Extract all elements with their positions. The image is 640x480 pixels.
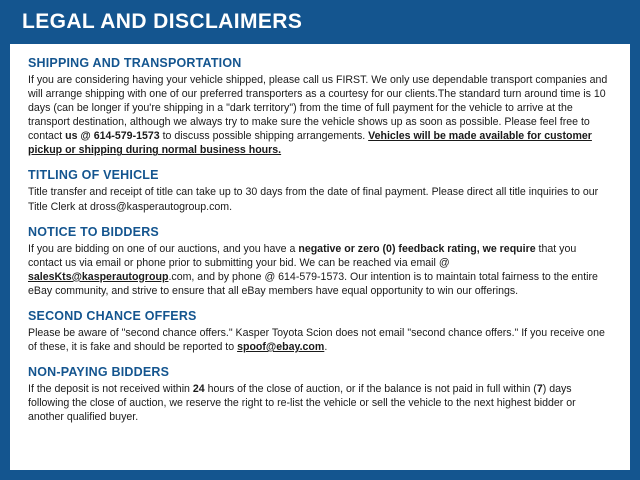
section-title: SHIPPING AND TRANSPORTATION (28, 56, 242, 70)
text-run: Please be aware of "second chance offers." Kasper Toyota Scion does not email "second chance offers." If you receive one of these, it is fake and should be reported to (28, 326, 605, 354)
section-non-paying-bidders (28, 365, 612, 424)
section-titling-of-vehicle (28, 168, 612, 213)
text-run: 24 (192, 383, 205, 396)
text-run: If you are considering having your vehicle shipped, please call us FIRST. We only use dependable transport companies and will arrange shipping with one of our preferred transporters as a courtesy for our clients.The standard turn around time is 10 days (can be longer if you're shipping in a "dark territory") from the time of full payment for the vehicle to arrive at the transport destination, although we always try to make sure the vehicle shows up as soon as possible. Please feel free to contact (28, 74, 608, 143)
text-run: If the deposit is not received within (28, 383, 193, 396)
section-second-chance-offers (28, 309, 612, 354)
text-run: hours of the close of auction, or if the balance is not paid in full within ( (204, 383, 537, 396)
text-run: spoof@ebay.com (237, 341, 325, 354)
section-shipping-and-transportation (28, 56, 612, 157)
section-body (28, 185, 612, 213)
text-run: .com, and by phone @ 614-579-1573. Our intention is to maintain total fairness to the entire eBay community, and strive to ensure that all eBay members have equal opportunity to win our offerings. (28, 270, 598, 297)
text-run: that you contact us via email or phone prior to submitting your bid. We can be reached via email @ (28, 242, 577, 269)
text-run: to discuss possible shipping arrangements. (159, 130, 369, 143)
section-notice-to-bidders (28, 225, 612, 298)
section-body (28, 382, 612, 424)
section-body (28, 73, 612, 157)
section-title: SECOND CHANCE OFFERS (28, 308, 197, 323)
section-body (28, 242, 612, 298)
text-run: salesKts@kasperautogroup (28, 270, 169, 283)
text-run: Vehicles will be made available for customer pickup or shipping during normal business hours. (28, 130, 592, 157)
page-title: LEGAL AND DISCLAIMERS (22, 10, 303, 33)
text-run: Title transfer and receipt of title can take up to 30 days from the date of final payment. Please direct all title inquiries to our Title Clerk at dross@kasperautogroup.com. (28, 186, 599, 213)
page-header (0, 0, 640, 44)
text-run: ) days following the close of auction, we reserve the right to re-list the vehicle or sell the vehicle to the next highest bidder or another qualified buyer. (28, 383, 576, 424)
text-run: negative or zero (0) feedback rating, we require (298, 242, 536, 255)
text-run: 7 (536, 383, 543, 396)
section-title: NON-PAYING BIDDERS (28, 365, 170, 380)
section-title: TITLING OF VEHICLE (28, 168, 159, 183)
text-run: . (324, 341, 328, 354)
text-run: us @ 614-579-1573 (65, 130, 160, 143)
content-panel (10, 44, 630, 470)
section-body (28, 326, 612, 354)
section-title: NOTICE TO BIDDERS (28, 224, 159, 239)
text-run: If you are bidding on one of our auctions, and you have a (28, 242, 299, 255)
